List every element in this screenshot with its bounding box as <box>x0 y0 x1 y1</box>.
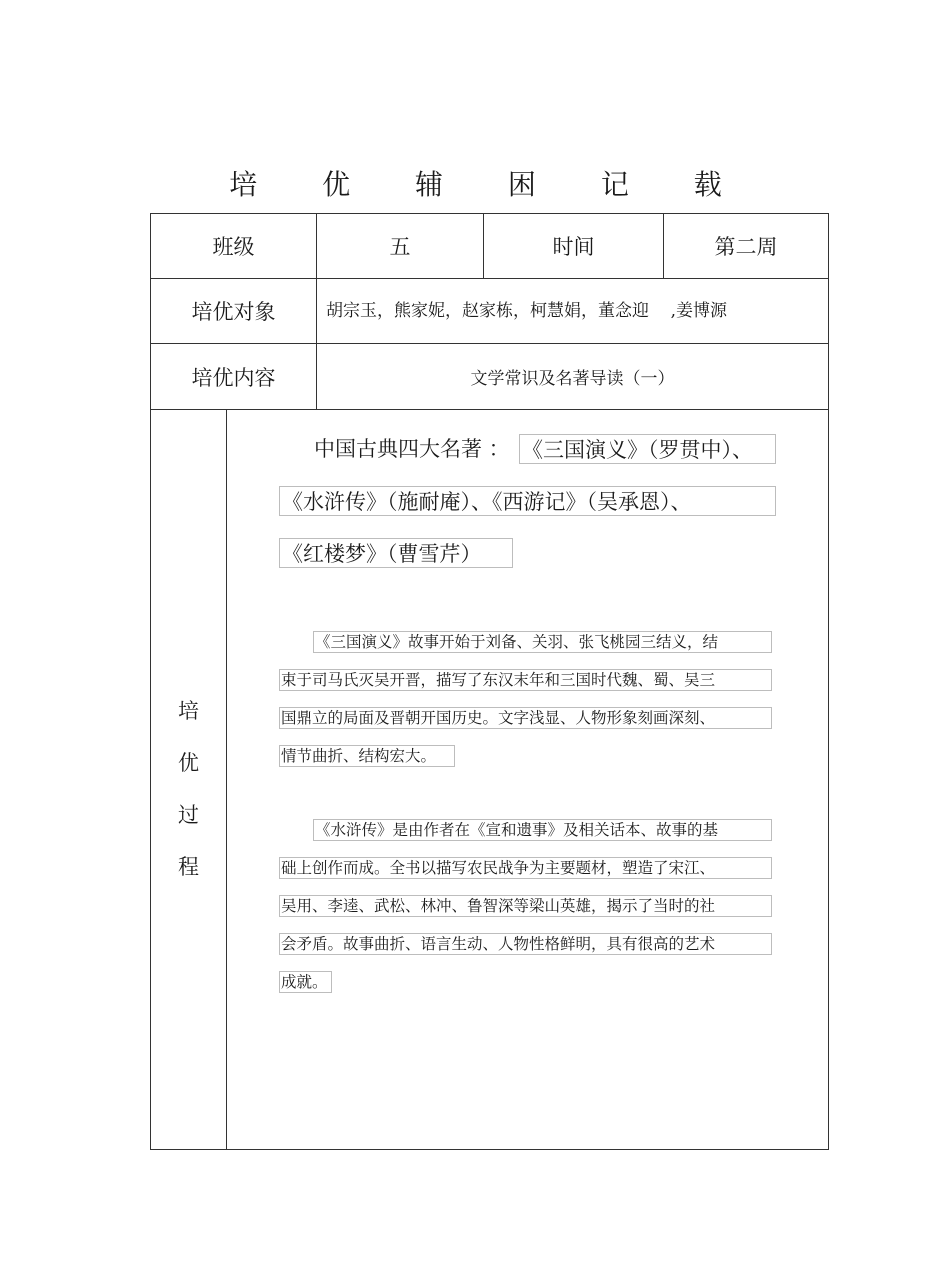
table-border-bottom <box>150 1149 829 1150</box>
para1-line: 束于司马氏灭吴开晋，描写了东汉末年和三国时代魏、蜀、吴三 <box>279 669 772 691</box>
intro-line: 《三国演义》（罗贯中）、 <box>519 434 776 464</box>
row-divider <box>150 409 829 410</box>
students-label: 培优对象 <box>191 300 276 324</box>
para2-line: 会矛盾。故事曲折、语言生动、人物性格鲜明，具有很高的艺术 <box>279 933 772 955</box>
time-value: 第二周 <box>714 235 778 259</box>
intro-lead: 中国古典四大名著 ： <box>314 437 510 461</box>
content-value: 文学常识及名著导读（一） <box>470 369 675 389</box>
para2-line: 《水浒传》是由作者在《宣和遗事》及相关话本、故事的基 <box>313 819 772 841</box>
process-label-char: 过 <box>178 803 199 827</box>
intro-line: 《红楼梦》（曹雪芹） <box>279 538 513 568</box>
class-value: 五 <box>389 235 411 259</box>
class-label: 班级 <box>212 235 255 259</box>
process-label <box>151 685 226 893</box>
process-label-char: 培 <box>178 699 199 723</box>
column-divider <box>226 409 227 1150</box>
para2-line: 成就。 <box>279 971 332 993</box>
para1-line: 国鼎立的局面及晋朝开国历史。文字浅显、人物形象刻画深刻、 <box>279 707 772 729</box>
para2-line: 吴用、李逵、武松、林冲、鲁智深等梁山英雄，揭示了当时的社 <box>279 895 772 917</box>
content-label: 培优内容 <box>191 365 276 390</box>
para1-line: 情节曲折、结构宏大。 <box>279 745 455 767</box>
para2-line: 础上创作而成。全书以描写农民战争为主要题材，塑造了宋江、 <box>279 857 772 879</box>
process-label-char: 优 <box>178 751 199 775</box>
table-border-right <box>828 213 829 1150</box>
process-label-char: 程 <box>178 855 199 879</box>
students-value: 胡宗玉，熊家妮，赵家栋，柯慧娟，董念迎 ,姜博源 <box>326 301 728 321</box>
time-label: 时间 <box>552 235 595 259</box>
page-title: 培 优 辅 困 记 载 <box>229 168 750 201</box>
para1-line: 《三国演义》故事开始于刘备、关羽、张飞桃园三结义，结 <box>313 631 772 653</box>
intro-line: 《水浒传》（施耐庵）、《西游记》（吴承恩）、 <box>279 486 776 516</box>
